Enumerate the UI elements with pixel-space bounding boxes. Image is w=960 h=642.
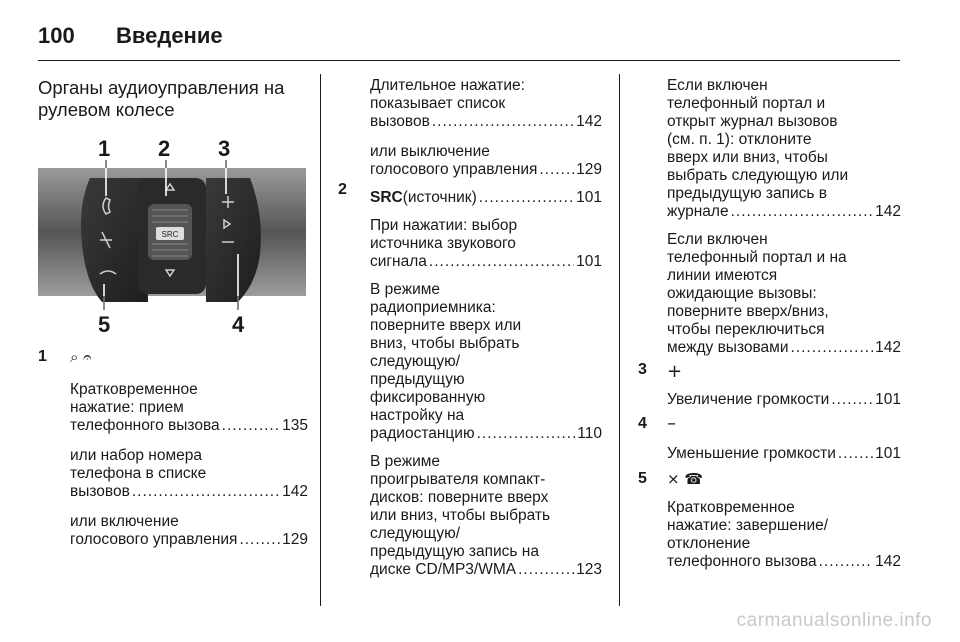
f-ref [667,203,901,221]
item-5-body [667,470,901,571]
c-ref [370,253,602,271]
e-ref [370,561,602,579]
item-1-line-1: нажатие: прием [70,399,184,416]
f-line-5: выбрать следующую или [667,167,849,184]
b-line-0: или выключение [370,143,490,160]
or2-line-0: или включение [70,513,179,530]
e-line-4: следующую/ [370,525,461,542]
c-line-1: источника звукового [370,235,516,252]
e-line-3: или вниз, чтобы выбрать [370,507,551,524]
ref-text: Уменьшение громкости [667,445,836,462]
src-label: SRC [370,189,403,206]
item-1-ref [70,417,308,435]
or2-ref [70,531,308,549]
header-rule [38,60,900,61]
f-line-6: предыдущую запись в [667,185,828,202]
d-line-3: вниз, чтобы выбрать [370,335,520,352]
or1-line-0: или набор номера [70,447,202,464]
item-5-ref [667,553,901,571]
ref-text: между вызовами [667,339,789,356]
ref-text: вызовов [70,483,130,500]
callout-4: 4 [232,312,245,336]
column-2 [370,77,602,579]
a-line-1: показывает список [370,95,506,112]
src-rest: (источник) [402,189,477,206]
ref-page: 101 [576,189,602,206]
ref-page: 101 [576,253,602,270]
ref-page: 123 [576,561,602,578]
item-5-line-0: Кратковременное [667,499,795,516]
item-4-number: 4 [638,415,647,432]
d-ref [370,425,602,443]
ref-page: 142 [576,113,602,130]
item-5-line-2: отклонение [667,535,751,552]
ref-page: 110 [577,425,602,442]
d-line-6: фиксированную [370,389,486,406]
e-line-2: дисков: поверните вверх [370,489,549,506]
ref-text: радиостанцию [370,425,475,442]
ref-text: диске CD/MP3/WMA [370,561,517,578]
ref-page: 101 [875,445,901,462]
a-line-0: Длительное нажатие: [370,77,525,94]
item-1-body [70,348,308,549]
ref-text: голосового управления [370,161,538,178]
d-line-0: В режиме [370,281,441,298]
steering-wheel-controls-image [38,134,306,336]
item-1-number: 1 [38,348,47,365]
d-line-4: следующую/ [370,353,461,370]
column-divider-1 [320,74,321,606]
g-line-2: линии имеются [667,267,778,284]
e-line-5: предыдущую запись на [370,543,539,560]
or1-ref [70,483,308,501]
ref-page: 129 [282,531,308,548]
f-line-4: вверх или вниз, чтобы [667,149,828,166]
ref-page: 142 [875,553,901,570]
g-ref [667,339,901,357]
f-line-2: открыт журнал вызовов [667,113,838,130]
section-title: Органы аудиоуправления на рулевом колесе [38,77,285,120]
watermark: carmanualsonline.info [736,610,932,631]
a-ref [370,113,602,131]
item-2-heading [370,189,602,207]
item-5-line-1: нажатие: завершение/ [667,517,829,534]
column-divider-2 [619,74,620,606]
g-line-5: чтобы переключиться [667,321,825,338]
steering-wheel-illustration [38,134,306,336]
f-line-3: (см. п. 1): отклоните [667,131,812,148]
phone-answer-voice-icon: ⌕ 𝄐 [70,348,92,366]
mute-end-call-icon: ⨯ ☎ [667,470,704,488]
or1-line-1: телефона в списке [70,465,207,482]
ref-text: голосового управления [70,531,238,548]
g-line-1: телефонный портал и на [667,249,847,266]
e-line-0: В режиме [370,453,441,470]
src-button-label: SRC [161,230,179,239]
f-line-1: телефонный портал и [667,95,826,112]
d-line-7: настройку на [370,407,465,424]
callout-2: 2 [158,136,171,161]
ref-text: Увеличение громкости [667,391,830,408]
volume-down-icon: – [667,413,676,434]
item-3-ref [667,391,901,409]
ref-page: 142 [875,339,901,356]
ref-text: телефонного вызова [70,417,220,434]
callout-5: 5 [98,312,111,336]
column-3 [667,77,901,357]
item-2-number: 2 [338,181,347,198]
chapter-title: Введение [116,23,223,48]
item-4-ref [667,445,901,463]
item-1-line-0: Кратковременное [70,381,198,398]
ref-page: 101 [875,391,901,408]
item-3-number: 3 [638,361,647,378]
g-line-3: ожидающие вызовы: [667,285,817,302]
c-line-0: При нажатии: выбор [370,217,518,234]
page-header [38,16,922,56]
ref-page: 129 [576,161,602,178]
callout-1: 1 [98,136,111,161]
ref-page: 135 [282,417,308,434]
b-ref [370,161,602,179]
ref-text: журнале [667,203,729,220]
page-number: 100 [38,23,75,48]
ref-text: телефонного вызова [667,553,817,570]
f-line-0: Если включен [667,77,768,94]
g-line-4: поверните вверх/вниз, [667,303,829,320]
callout-3: 3 [218,136,231,161]
g-line-0: Если включен [667,231,768,248]
ref-text: вызовов [370,113,430,130]
ref-page: 142 [875,203,901,220]
d-line-2: поверните вверх или [370,317,522,334]
item-5-number: 5 [638,470,647,487]
d-line-5: предыдущую [370,371,465,388]
ref-page: 142 [282,483,308,500]
e-line-1: проигрывателя компакт- [370,471,546,488]
d-line-1: радиоприемника: [370,299,496,316]
volume-up-icon: + [667,361,683,382]
ref-text: сигнала [370,253,427,270]
